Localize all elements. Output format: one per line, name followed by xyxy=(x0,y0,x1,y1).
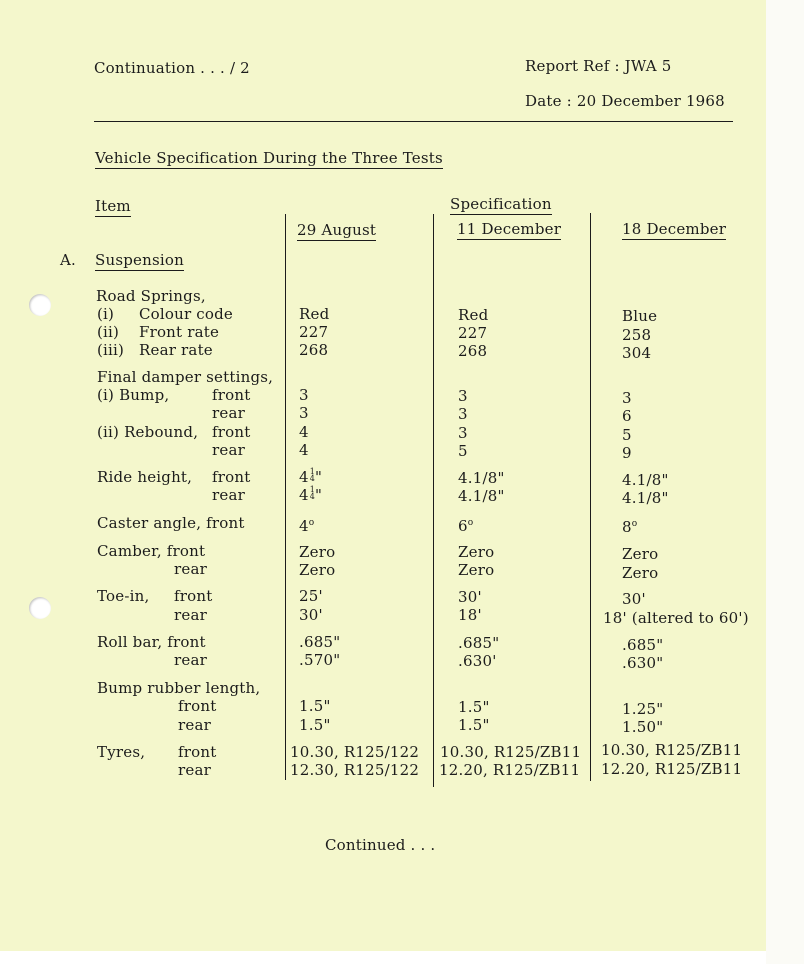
c1-bump-rear: 3 xyxy=(299,404,309,422)
c1-ride-front-unit: " xyxy=(315,468,323,486)
c1-bump-rubber-front: 1.5" xyxy=(299,697,331,715)
document-title: Vehicle Specification During the Three Tests xyxy=(95,149,443,167)
c2-rear-rate: 268 xyxy=(458,342,488,360)
c2-roll-front: .685" xyxy=(458,634,500,652)
report-ref: Report Ref : JWA 5 xyxy=(525,57,672,75)
label-toe-rear: rear xyxy=(174,606,207,624)
c2-toe-front: 30' xyxy=(458,588,482,606)
c3-ride-front: 4.1/8" xyxy=(622,471,669,489)
c3-roll-front: .685" xyxy=(622,636,664,654)
column-header-18-december: 18 December xyxy=(622,220,727,238)
c1-colour: Red xyxy=(299,305,330,323)
section-heading-suspension: Suspension xyxy=(95,251,184,269)
punch-hole-bottom xyxy=(29,597,51,619)
label-bump-rubber-rear: rear xyxy=(178,716,211,734)
label-bump-rear: rear xyxy=(212,404,245,422)
label-rebound-front: front xyxy=(212,423,251,441)
label-rear-rate: (iii) Rear rate xyxy=(97,341,213,359)
label-bump-rubber-front: front xyxy=(178,697,217,715)
label-final-damper: Final damper settings, xyxy=(97,368,274,386)
c3-tyres-front: 10.30, R125/ZB11 xyxy=(601,741,743,759)
c1-front-rate: 227 xyxy=(299,323,329,341)
label-ride-front: front xyxy=(212,468,251,486)
c2-bump-front: 3 xyxy=(458,387,468,405)
label-ride-rear: rear xyxy=(212,486,245,504)
c1-camber-front: Zero xyxy=(299,543,336,561)
label-bump-front: front xyxy=(212,386,251,404)
c1-bump-front: 3 xyxy=(299,386,309,404)
column-header-11-december: 11 December xyxy=(457,220,562,238)
c1-ride-front-fraction: 1 4 xyxy=(309,467,316,483)
c2-colour: Red xyxy=(458,306,489,324)
c1-tyres-front: 10.30, R125/122 xyxy=(290,743,420,761)
c3-roll-rear: .630" xyxy=(622,654,664,672)
c1-ride-rear xyxy=(299,486,322,504)
label-bump-rubber: Bump rubber length, xyxy=(97,679,261,697)
c1-camber-rear: Zero xyxy=(299,561,336,579)
specification-header: Specification xyxy=(450,195,552,213)
c1-ride-rear-whole: 4 xyxy=(299,486,309,504)
label-tyres-rear: rear xyxy=(178,761,211,779)
column-divider-3 xyxy=(590,213,591,781)
c1-ride-front xyxy=(299,468,322,486)
c1-rebound-front: 4 xyxy=(299,423,309,441)
c2-tyres-rear: 12.20, R125/ZB11 xyxy=(439,761,581,779)
c1-ride-rear-unit: " xyxy=(315,486,323,504)
c2-roll-rear: .630' xyxy=(458,652,497,670)
label-caster-angle: Caster angle, front xyxy=(97,514,245,532)
label-front-rate: (ii) Front rate xyxy=(97,323,220,341)
label-ride-height: Ride height, xyxy=(97,468,193,486)
c3-bump-front: 3 xyxy=(622,389,632,407)
c3-camber-rear: Zero xyxy=(622,564,659,582)
c1-ride-rear-fraction: 1 4 xyxy=(309,485,316,501)
degree-symbol: o xyxy=(631,519,638,529)
c3-rebound-rear: 9 xyxy=(622,444,632,462)
c3-front-rate: 258 xyxy=(622,326,652,344)
page-margin-strip xyxy=(766,0,804,964)
c1-rebound-rear: 4 xyxy=(299,441,309,459)
label-tyres-front: front xyxy=(178,743,217,761)
c3-toe-front: 30' xyxy=(622,590,646,608)
c3-bump-rubber-front: 1.25" xyxy=(622,700,664,718)
c3-bump-rubber-rear: 1.50" xyxy=(622,718,664,736)
label-tyres: Tyres, xyxy=(97,743,146,761)
continuation-label: Continuation . . . / 2 xyxy=(94,59,250,77)
column-header-29-august: 29 August xyxy=(297,221,377,239)
c3-colour: Blue xyxy=(622,307,658,325)
c2-ride-rear: 4.1/8" xyxy=(458,487,505,505)
degree-symbol: o xyxy=(308,518,315,528)
c2-bump-rubber-rear: 1.5" xyxy=(458,716,490,734)
label-roll-bar: Roll bar, front xyxy=(97,633,206,651)
label-road-springs: Road Springs, xyxy=(96,287,206,305)
c3-bump-rear: 6 xyxy=(622,407,632,425)
c1-caster: 4$^o$ xyxy=(299,517,315,535)
c1-tyres-rear: 12.30, R125/122 xyxy=(290,761,420,779)
c1-ride-front-whole: 4 xyxy=(299,468,309,486)
c1-toe-rear: 30' xyxy=(299,606,323,624)
degree-symbol: o xyxy=(467,518,474,528)
c3-rear-rate: 304 xyxy=(622,344,652,362)
column-divider-1 xyxy=(285,214,286,780)
c1-rear-rate: 268 xyxy=(299,341,329,359)
label-camber: Camber, front xyxy=(97,542,206,560)
c1-toe-front: 25' xyxy=(299,587,323,605)
label-rebound-rear: rear xyxy=(212,441,245,459)
c2-bump-rear: 3 xyxy=(458,405,468,423)
c3-tyres-rear: 12.20, R125/ZB11 xyxy=(601,760,743,778)
c3-toe-rear: 18' (altered to 60') xyxy=(603,609,749,627)
c1-roll-front: .685" xyxy=(299,633,341,651)
label-colour-code: (i) Colour code xyxy=(97,305,233,323)
c3-caster: 8$^o$ xyxy=(622,518,638,536)
header-rule xyxy=(94,121,733,122)
label-rebound: (ii) Rebound, xyxy=(97,423,199,441)
column-divider-2 xyxy=(433,214,434,787)
c2-front-rate: 227 xyxy=(458,324,488,342)
c2-ride-front: 4.1/8" xyxy=(458,469,505,487)
c2-tyres-front: 10.30, R125/ZB11 xyxy=(440,743,582,761)
c2-toe-rear: 18' xyxy=(458,606,482,624)
c3-ride-rear: 4.1/8" xyxy=(622,489,669,507)
c2-bump-rubber-front: 1.5" xyxy=(458,698,490,716)
label-bump: (i) Bump, xyxy=(97,386,170,404)
c1-roll-rear: .570" xyxy=(299,651,341,669)
c2-caster: 6$^o$ xyxy=(458,517,474,535)
c3-rebound-front: 5 xyxy=(622,426,632,444)
punch-hole-top xyxy=(29,294,51,316)
label-camber-rear: rear xyxy=(174,560,207,578)
report-date: Date : 20 December 1968 xyxy=(525,92,725,110)
c2-rebound-front: 3 xyxy=(458,424,468,442)
c2-camber-front: Zero xyxy=(458,543,495,561)
label-toe-in: Toe-in, xyxy=(97,587,150,605)
c3-camber-front: Zero xyxy=(622,545,659,563)
c2-camber-rear: Zero xyxy=(458,561,495,579)
continued-footer: Continued . . . xyxy=(325,836,436,854)
c2-rebound-rear: 5 xyxy=(458,442,468,460)
c1-bump-rubber-rear: 1.5" xyxy=(299,716,331,734)
label-toe-front: front xyxy=(174,587,213,605)
section-letter: A. xyxy=(60,251,77,269)
item-column-header: Item xyxy=(95,197,131,215)
label-roll-rear: rear xyxy=(174,651,207,669)
